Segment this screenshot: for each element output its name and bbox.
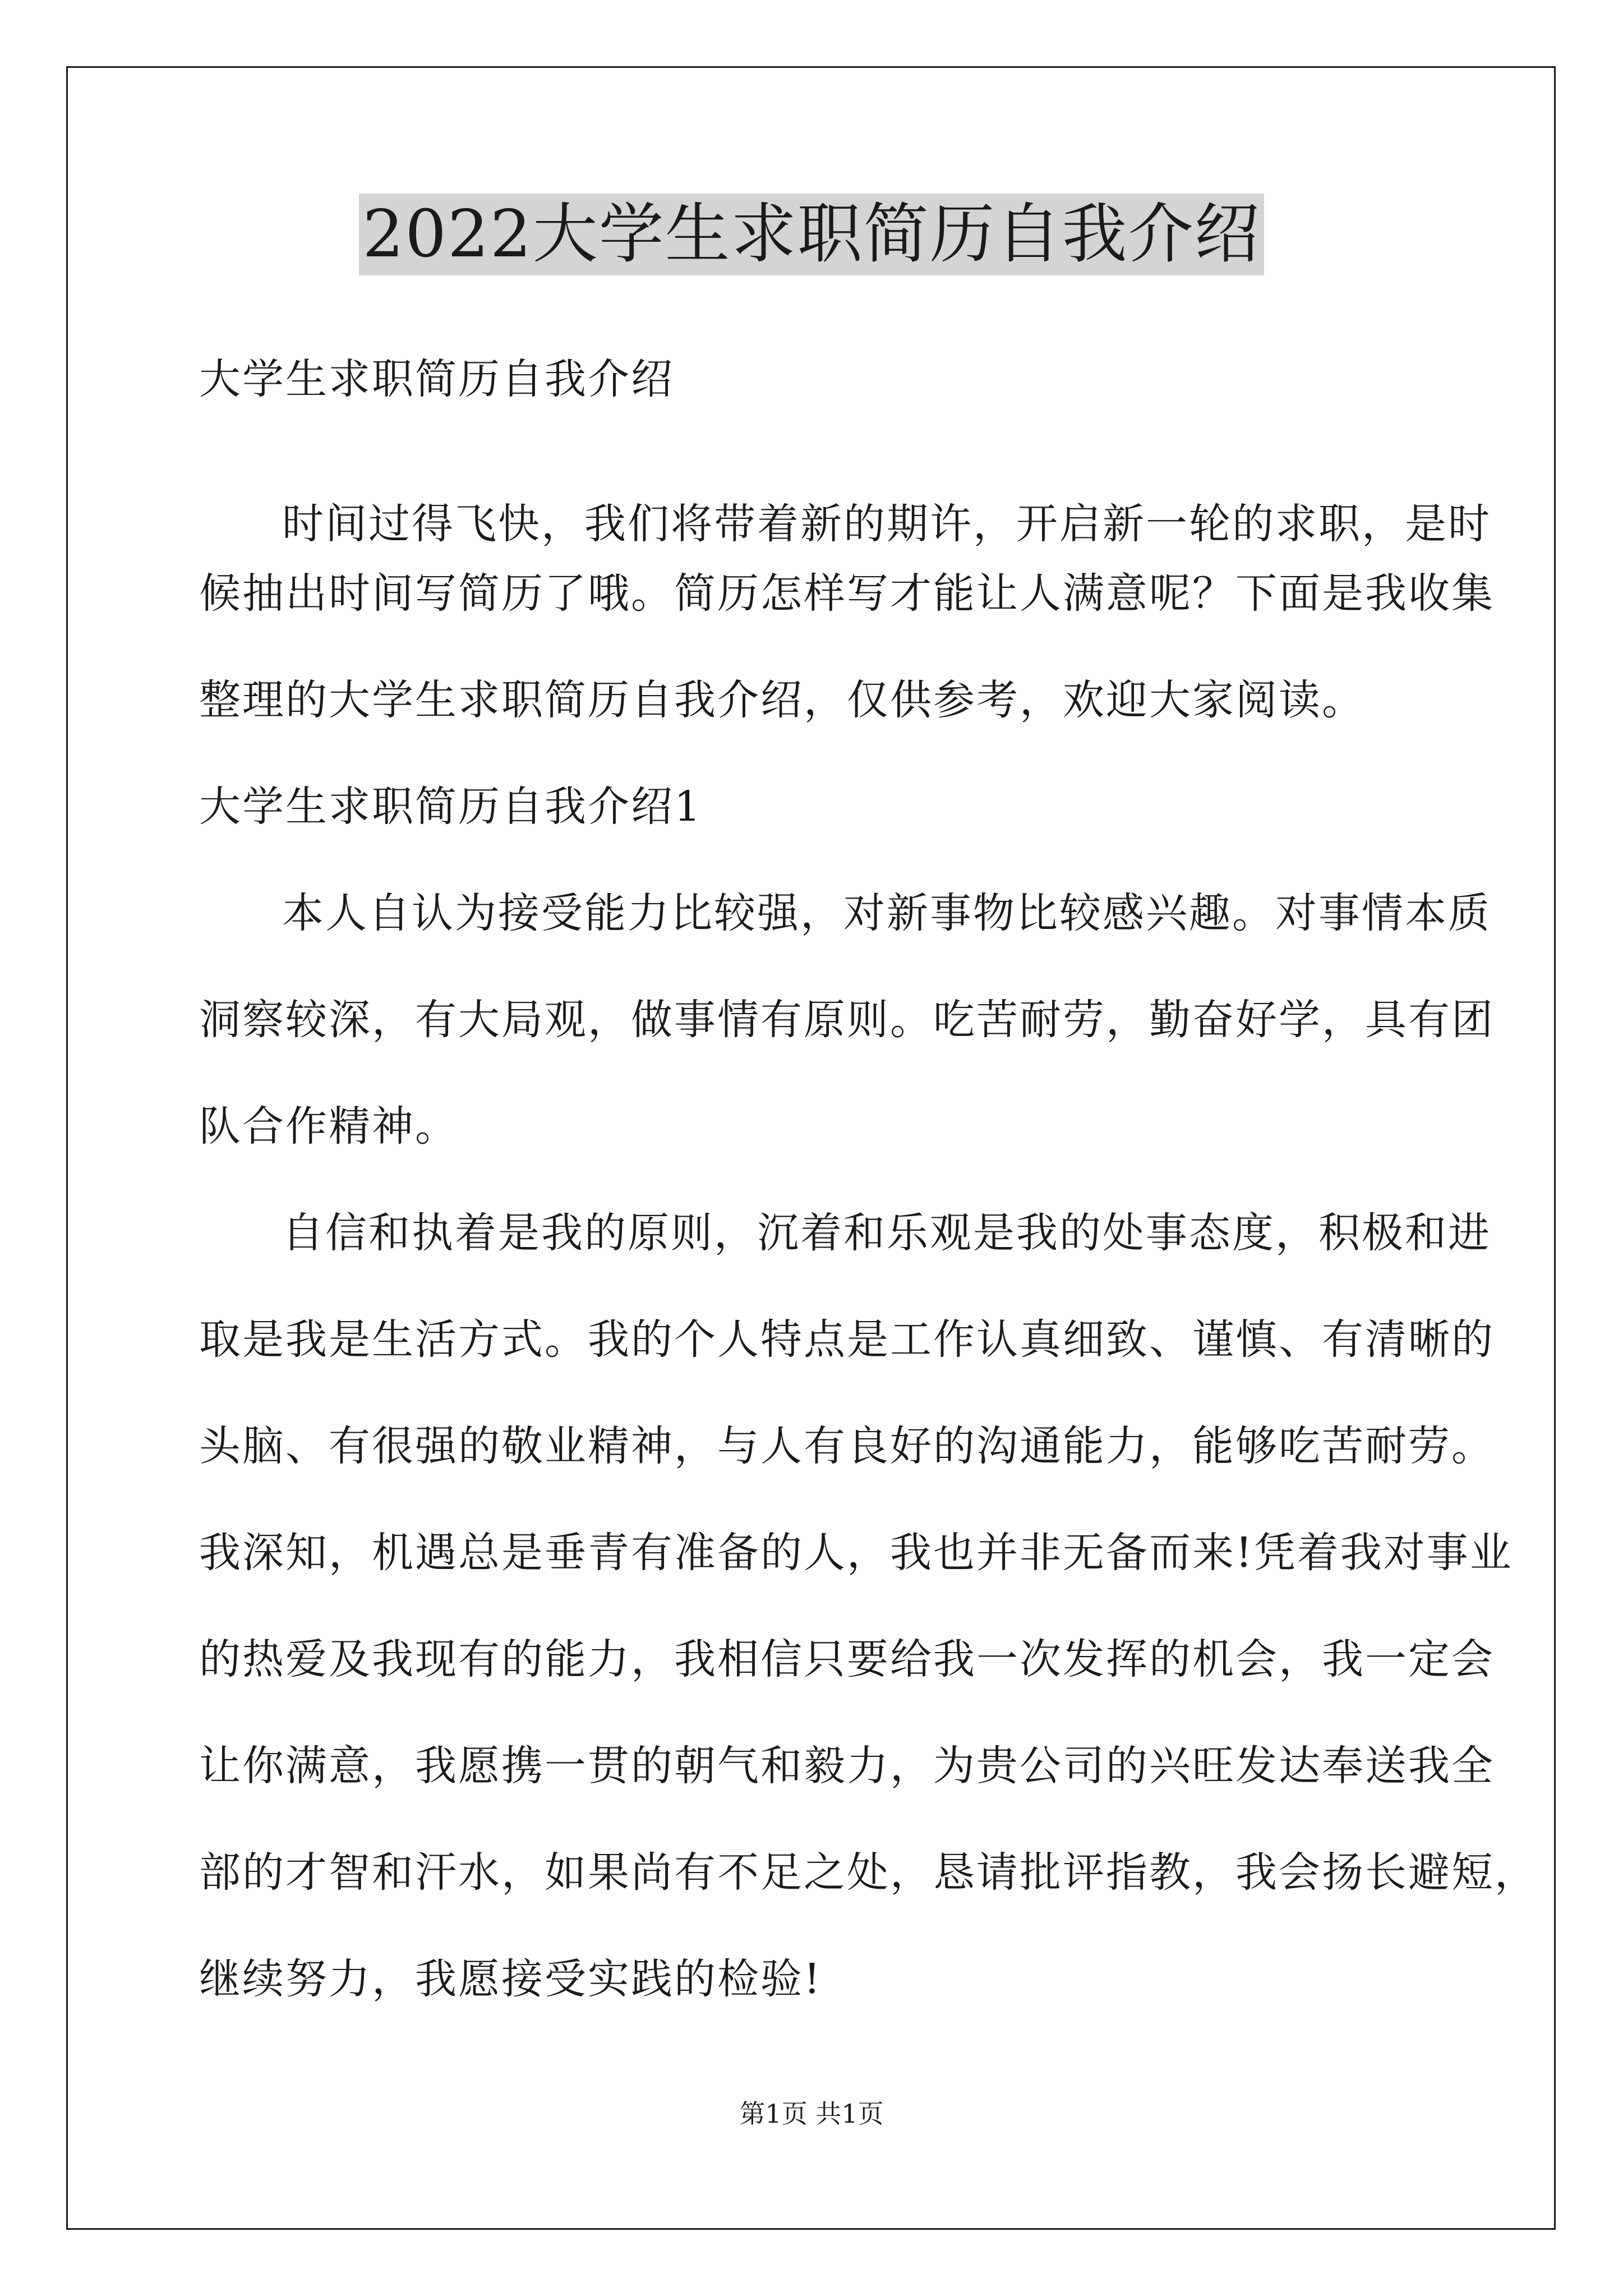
section-heading-intro: 大学生求职简历自我介绍 xyxy=(199,355,674,403)
paragraph-line: 头脑、有很强的敬业精神，与人有良好的沟通能力，能够吃苦耐劳。 xyxy=(199,1422,1495,1470)
paragraph-line: 洞察较深，有大局观，做事情有原则。吃苦耐劳，勤奋好学，具有团 xyxy=(199,996,1495,1044)
title-container xyxy=(0,194,1623,275)
page-footer: 第1页 共1页 xyxy=(739,2099,884,2129)
paragraph-line: 取是我是生活方式。我的个人特点是工作认真细致、谨慎、有清晰的 xyxy=(199,1315,1495,1364)
paragraph-line: 整理的大学生求职简历自我介绍，仅供参考，欢迎大家阅读。 xyxy=(199,676,1365,724)
paragraph-line: 部的才智和汗水，如果尚有不足之处，恳请批评指教，我会扬长避短， xyxy=(199,1848,1538,1897)
paragraph-line: 本人自认为接受能力比较强，对新事物比较感兴趣。对事情本质 xyxy=(282,889,1491,937)
paragraph-line: 我深知，机遇总是垂青有准备的人，我也并非无备而来!凭着我对事业 xyxy=(199,1529,1513,1577)
document-title: 2022大学生求职简历自我介绍 xyxy=(359,194,1264,275)
paragraph-line: 的热爱及我现有的能力，我相信只要给我一次发挥的机会，我一定会 xyxy=(199,1635,1495,1683)
paragraph-line: 让你满意，我愿携一贯的朝气和毅力，为贵公司的兴旺发达奉送我全 xyxy=(199,1742,1495,1790)
paragraph-line: 候抽出时间写简历了哦。简历怎样写才能让人满意呢？下面是我收集 xyxy=(199,569,1495,618)
paragraph-line: 继续努力，我愿接受实践的检验! xyxy=(199,1955,822,2003)
section-heading-1: 大学生求职简历自我介绍1 xyxy=(199,783,703,831)
paragraph-line: 队合作精神。 xyxy=(199,1102,458,1151)
paragraph-line: 时间过得飞快，我们将带着新的期许，开启新一轮的求职，是时 xyxy=(282,500,1491,548)
paragraph-line: 自信和执着是我的原则，沉着和乐观是我的处事态度，积极和进 xyxy=(282,1209,1491,1257)
